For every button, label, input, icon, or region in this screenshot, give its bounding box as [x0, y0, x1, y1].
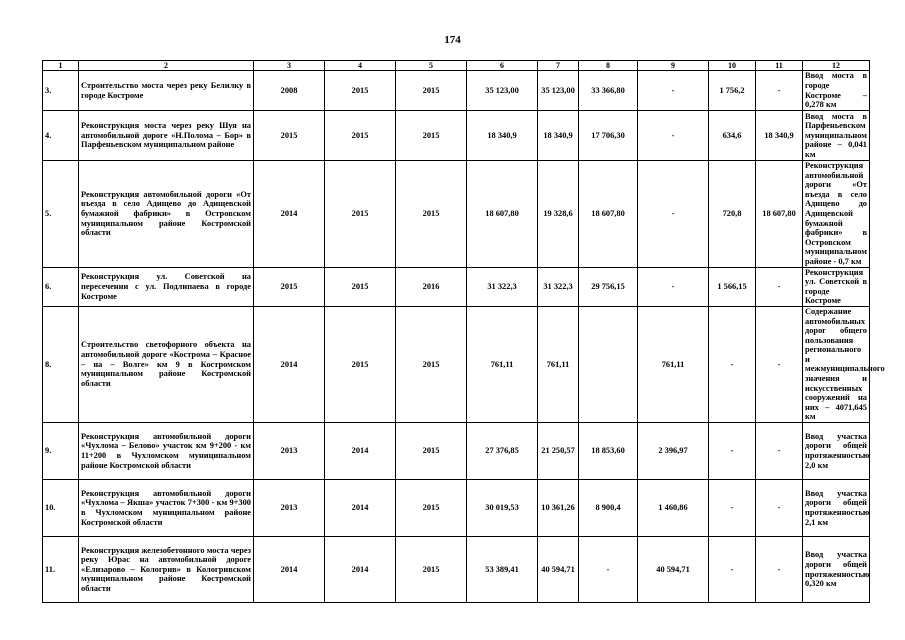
- project-name: Строительство моста через реку Белилку в городе Костроме: [79, 71, 254, 111]
- cost-col-11: 18 607,80: [756, 161, 803, 268]
- cost-col-10: 720,8: [709, 161, 756, 268]
- total-cost: 31 322,3: [467, 267, 538, 306]
- start-year: 2015: [254, 267, 325, 306]
- expected-result: Содержание автомобильных дорог общего пользования регионального и межмуниципального значения и искусственных сооружений на них – 4071,645 км: [803, 306, 870, 422]
- commissioning-year: 2016: [396, 267, 467, 306]
- table-row: [43, 71, 870, 111]
- total-cost: 18 607,80: [467, 161, 538, 268]
- row-number: 8.: [43, 306, 79, 422]
- total-cost: 18 340,9: [467, 111, 538, 161]
- total-cost: 35 123,00: [467, 71, 538, 111]
- end-year: 2015: [325, 161, 396, 268]
- cost-col-7: 10 361,26: [538, 480, 579, 537]
- cost-col-10: -: [709, 423, 756, 480]
- expected-result: Ввод участка дороги общей протяженностью 0,320 км: [803, 537, 870, 603]
- total-cost: 27 376,85: [467, 423, 538, 480]
- table-row: [43, 423, 870, 480]
- row-number: 4.: [43, 111, 79, 161]
- commissioning-year: 2015: [396, 537, 467, 603]
- cost-col-10: -: [709, 537, 756, 603]
- row-number: 11.: [43, 537, 79, 603]
- start-year: 2013: [254, 480, 325, 537]
- expected-result: Ввод участка дороги общей протяженностью 2,0 км: [803, 423, 870, 480]
- start-year: 2014: [254, 306, 325, 422]
- column-number: 6: [467, 61, 538, 71]
- start-year: 2014: [254, 161, 325, 268]
- cost-col-7: 761,11: [538, 306, 579, 422]
- project-name: Реконструкция автомобильной дороги «От въезда в село Адищево до Адищевской бумажной фабрики» в Островском муниципальном районе Костромской области: [79, 161, 254, 268]
- row-number: 6.: [43, 267, 79, 306]
- cost-col-11: -: [756, 537, 803, 603]
- column-number: 7: [538, 61, 579, 71]
- row-number: 5.: [43, 161, 79, 268]
- project-name: Реконструкция автомобильной дороги «Чухлома – Белово» участок км 9+200 - км 11+200 в Чухломском муниципальном районе Костромской области: [79, 423, 254, 480]
- column-number: 9: [638, 61, 709, 71]
- end-year: 2015: [325, 267, 396, 306]
- end-year: 2015: [325, 111, 396, 161]
- cost-col-9: 761,11: [638, 306, 709, 422]
- cost-col-8: 29 756,15: [579, 267, 638, 306]
- column-number: 1: [43, 61, 79, 71]
- start-year: 2013: [254, 423, 325, 480]
- commissioning-year: 2015: [396, 161, 467, 268]
- end-year: 2014: [325, 423, 396, 480]
- start-year: 2015: [254, 111, 325, 161]
- cost-col-10: 1 756,2: [709, 71, 756, 111]
- project-name: Реконструкция ул. Советской на пересечении с ул. Подлипаева в городе Костроме: [79, 267, 254, 306]
- cost-col-7: 35 123,00: [538, 71, 579, 111]
- cost-col-8: 18 607,80: [579, 161, 638, 268]
- end-year: 2014: [325, 537, 396, 603]
- cost-col-7: 18 340,9: [538, 111, 579, 161]
- commissioning-year: 2015: [396, 111, 467, 161]
- row-number: 9.: [43, 423, 79, 480]
- row-number: 10.: [43, 480, 79, 537]
- row-number: 3.: [43, 71, 79, 111]
- cost-col-9: -: [638, 71, 709, 111]
- column-number: 4: [325, 61, 396, 71]
- cost-col-8: 17 706,30: [579, 111, 638, 161]
- cost-col-7: 31 322,3: [538, 267, 579, 306]
- total-cost: 30 019,53: [467, 480, 538, 537]
- cost-col-8: 8 900,4: [579, 480, 638, 537]
- cost-col-10: 1 566,15: [709, 267, 756, 306]
- cost-col-8: 33 366,80: [579, 71, 638, 111]
- table-row: [43, 537, 870, 603]
- commissioning-year: 2015: [396, 71, 467, 111]
- cost-col-9: 2 396,97: [638, 423, 709, 480]
- total-cost: 761,11: [467, 306, 538, 422]
- project-name: Реконструкция моста через реку Шуя на автомобильной дороге «Н.Полома – Бор» в Парфеньевском муниципальном районе: [79, 111, 254, 161]
- cost-col-9: 1 460,86: [638, 480, 709, 537]
- projects-table: [42, 60, 885, 603]
- cost-col-11: -: [756, 306, 803, 422]
- cost-col-7: 19 328,6: [538, 161, 579, 268]
- project-name: Реконструкция железобетонного моста через реку Юрас на автомобильной дороге «Елизарово – Кологрив» в Кологривском муниципальном районе Костромской области: [79, 537, 254, 603]
- cost-col-10: -: [709, 306, 756, 422]
- column-number: 10: [709, 61, 756, 71]
- table-row: [43, 161, 870, 268]
- cost-col-11: -: [756, 71, 803, 111]
- end-year: 2015: [325, 306, 396, 422]
- start-year: 2008: [254, 71, 325, 111]
- expected-result: Реконструкция автомобильной дороги «От въезда в село Адищево до Адищевской бумажной фабрики» в Островском муниципальном районе - 0,7 км: [803, 161, 870, 268]
- cost-col-9: -: [638, 111, 709, 161]
- table-row: [43, 480, 870, 537]
- cost-col-7: 40 594,71: [538, 537, 579, 603]
- cost-col-11: 18 340,9: [756, 111, 803, 161]
- cost-col-11: -: [756, 480, 803, 537]
- table-row: [43, 306, 870, 422]
- project-name: Строительство светофорного объекта на автомобильной дороге «Кострома – Красное – на – Волге» км 9 в Костромском муниципальном районе Костромской области: [79, 306, 254, 422]
- commissioning-year: 2015: [396, 480, 467, 537]
- column-number: 3: [254, 61, 325, 71]
- expected-result: Реконструкция ул. Советской в городе Костроме: [803, 267, 870, 306]
- cost-col-7: 21 250,57: [538, 423, 579, 480]
- cost-col-9: 40 594,71: [638, 537, 709, 603]
- column-number-row: [43, 61, 870, 71]
- column-number: 11: [756, 61, 803, 71]
- end-year: 2014: [325, 480, 396, 537]
- start-year: 2014: [254, 537, 325, 603]
- cost-col-8: 18 853,60: [579, 423, 638, 480]
- cost-col-9: -: [638, 161, 709, 268]
- column-number: 2: [79, 61, 254, 71]
- table-row: [43, 111, 870, 161]
- commissioning-year: 2015: [396, 423, 467, 480]
- column-number: 5: [396, 61, 467, 71]
- column-number: 8: [579, 61, 638, 71]
- cost-col-8: -: [579, 537, 638, 603]
- page-number: 174: [444, 34, 461, 46]
- cost-col-10: -: [709, 480, 756, 537]
- cost-col-11: -: [756, 267, 803, 306]
- total-cost: 53 389,41: [467, 537, 538, 603]
- cost-col-10: 634,6: [709, 111, 756, 161]
- project-name: Реконструкция автомобильной дороги «Чухлома – Якша» участок 7+300 - км 9+300 в Чухломском муниципальном районе Костромской области: [79, 480, 254, 537]
- cost-col-11: -: [756, 423, 803, 480]
- column-number: 12: [803, 61, 870, 71]
- table-row: [43, 267, 870, 306]
- expected-result: Ввод моста в Парфеньевском муниципальном районе – 0,041 км: [803, 111, 870, 161]
- end-year: 2015: [325, 71, 396, 111]
- cost-col-9: -: [638, 267, 709, 306]
- commissioning-year: 2015: [396, 306, 467, 422]
- cost-col-8: [579, 306, 638, 422]
- expected-result: Ввод участка дороги общей протяженностью 2,1 км: [803, 480, 870, 537]
- expected-result: Ввод моста в городе Костроме – 0,278 км: [803, 71, 870, 111]
